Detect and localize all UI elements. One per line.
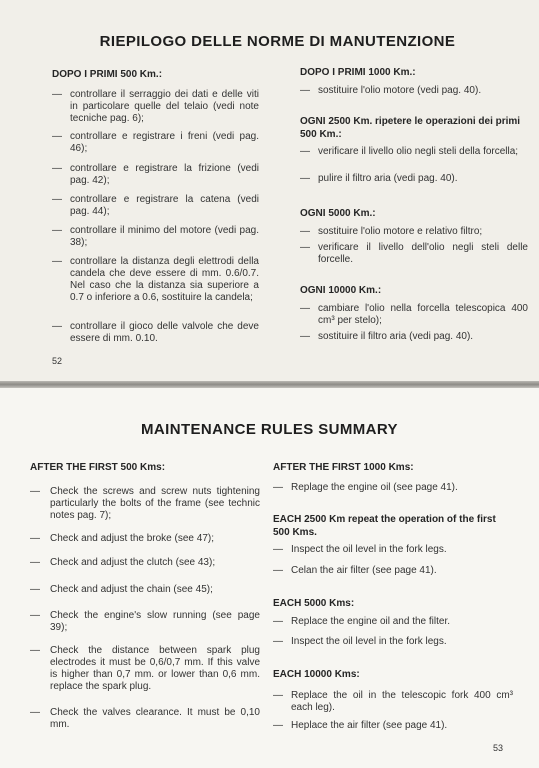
section-heading-1000kms: AFTER THE FIRST 1000 Kms: [273, 462, 414, 473]
list-item: — Inspect the oil level in the fork legs. [273, 544, 447, 555]
list-item: — controllare e registrare la frizione (vedi pag. 42); [52, 163, 259, 186]
section-heading-5000km: OGNI 5000 Km.: [300, 208, 376, 219]
list-item: — controllare la distanza degli elettrodi della candela che deve essere di mm. 0.6/0.7. Nel caso che la distanza sia superiore a 0.7 o inferiore a 0.6, sostituire la candela; [52, 256, 259, 303]
section-heading-10000kms: EACH 10000 Kms: [273, 669, 360, 680]
book-gutter [0, 381, 539, 388]
list-item: — controllare il minimo del motore (vedi pag. 38); [52, 225, 259, 248]
list-item: — controllare e registrare la catena (vedi pag. 44); [52, 194, 259, 217]
list-item: — Replace the oil in the telescopic fork 400 cm³ each leg). [273, 690, 513, 713]
list-item: — cambiare l'olio nella forcella telescopica 400 cm³ per stelo); [300, 303, 528, 326]
section-heading-500kms: AFTER THE FIRST 500 Kms: [30, 462, 166, 473]
list-item: — pulire il filtro aria (vedi pag. 40). [300, 173, 458, 184]
list-item: — Replace the engine oil and the filter. [273, 616, 450, 627]
page-number: 52 [52, 356, 63, 366]
page-title-english: MAINTENANCE RULES SUMMARY [141, 421, 398, 438]
list-item: — sostituire il filtro aria (vedi pag. 40). [300, 331, 474, 342]
page-title-italian: RIEPILOGO DELLE NORME DI MANUTENZIONE [99, 33, 456, 50]
list-item: — sostituire l'olio motore e relativo filtro; [300, 226, 483, 237]
list-item: — Celan the air filter (see page 41). [273, 565, 437, 576]
list-item: — Check and adjust the chain (see 45); [30, 584, 213, 595]
page-53-english [0, 388, 539, 768]
section-heading-2500kms: EACH 2500 Km repeat the operation of the first 500 Kms. [273, 514, 496, 538]
list-item: — Check the screws and screw nuts tightening particularly the bolts of the frame (see technic notes pag. 7); [30, 486, 260, 521]
list-item: — Check the engine's slow running (see page 39); [30, 610, 260, 633]
list-item: — controllare il serraggio dei dati e delle viti in particolare quelle del telaio (vedi note tecniche pag. 6); [52, 89, 259, 124]
list-item: — Inspect the oil level in the fork legs. [273, 636, 447, 647]
list-item: — Replage the engine oil (see page 41). [273, 482, 458, 493]
page-number: 53 [493, 743, 504, 753]
list-item: — Check the valves clearance. It must be 0,10 mm. [30, 707, 260, 730]
section-heading-5000kms: EACH 5000 Kms: [273, 598, 355, 609]
section-heading-1000km: DOPO I PRIMI 1000 Km.: [300, 67, 416, 78]
list-item: — controllare il gioco delle valvole che deve essere di mm. 0.10. [52, 321, 259, 344]
list-item: — sostituire l'olio motore (vedi pag. 40). [300, 85, 482, 96]
page-52-italian [0, 0, 539, 381]
list-item: — Check and adjust the broke (see 47); [30, 533, 214, 544]
list-item: — verificare il livello dell'olio negli steli delle forcelle. [300, 242, 528, 265]
section-heading-2500km: OGNI 2500 Km. ripetere le operazioni dei primi 500 Km.: [300, 116, 521, 140]
list-item: — controllare e registrare i freni (vedi pag. 46); [52, 131, 259, 154]
list-item: — verificare il livello olio negli steli della forcella; [300, 146, 519, 157]
list-item: — Heplace the air filter (see page 41). [273, 720, 448, 731]
list-item: — Check the distance between spark plug electrodes it must be 0,6/0,7 mm. If this valve is higher than 0,7 mm. or lower than 0,6 mm. replace the spark plug. [30, 645, 260, 692]
section-heading-500km: DOPO I PRIMI 500 Km.: [52, 69, 163, 80]
list-item: — Check and adjust the clutch (see 43); [30, 557, 216, 568]
section-heading-10000km: OGNI 10000 Km.: [300, 285, 382, 296]
